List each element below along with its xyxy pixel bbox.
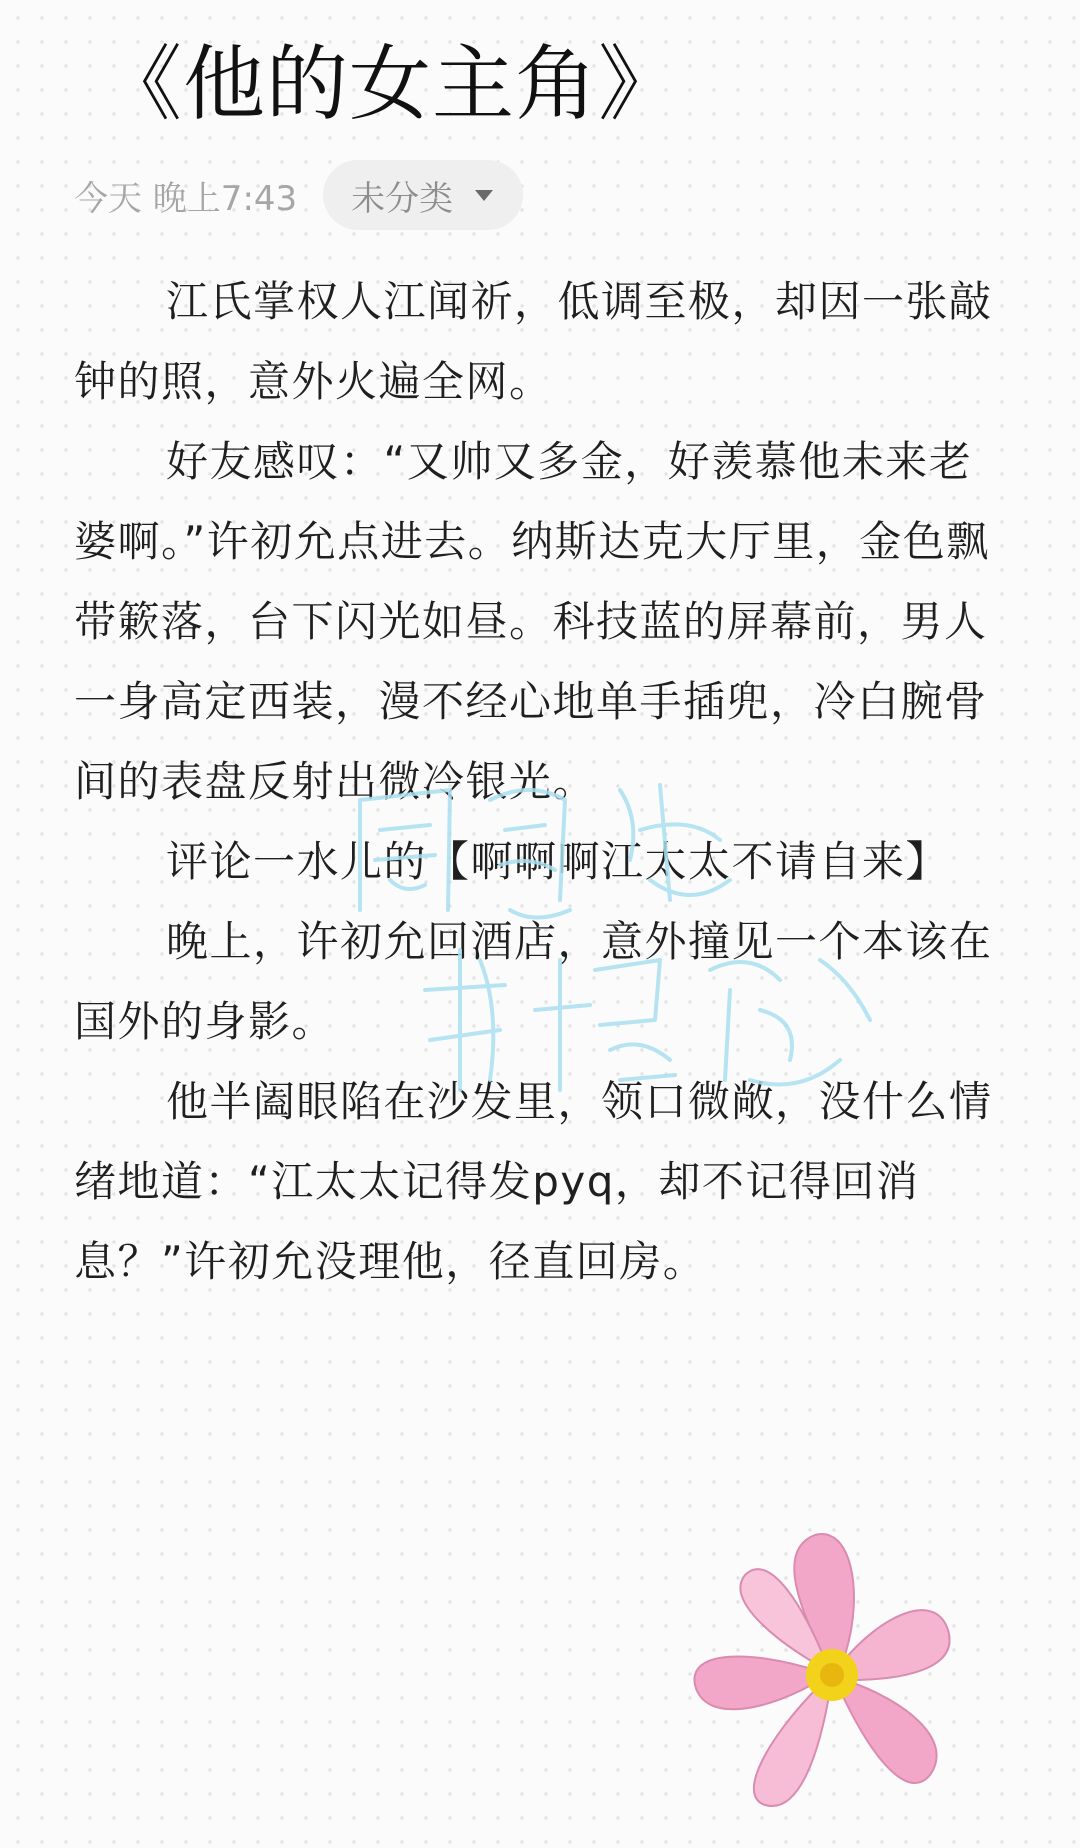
chevron-down-icon [475, 190, 493, 201]
paragraph: 好友感叹：“又帅又多金，好羡慕他未来老婆啊。”许初允点进去。纳斯达克大厅里，金色飘带簌落，台下闪光如昼。科技蓝的屏幕前，男人一身高定西装，漫不经心地单手插兜，冷白腕骨间的表盘反射出微冷银光。 [74, 437, 990, 806]
paragraph: 评论一水儿的【啊啊啊江太太不请自来】 [166, 837, 950, 886]
category-dropdown[interactable] [323, 160, 523, 230]
paragraph: 晚上，许初允回酒店，意外撞见一个本该在国外的身影。 [74, 917, 993, 1046]
flower-illustration [680, 1520, 980, 1830]
paragraph: 他半阖眼陷在沙发里，领口微敞，没什么情绪地道：“江太太记得发pyq，却不记得回消息？”许初允没理他，径直回房。 [74, 1077, 993, 1286]
note-date: 今天 晚上7:43 [74, 178, 298, 219]
handwritten-watermark-icon [330, 760, 910, 1120]
note-meta [74, 160, 523, 230]
paragraph: 江氏掌权人江闻祈，低调至极，却因一张敲钟的照，意外火遍全网。 [74, 277, 993, 406]
note-title[interactable]: 《他的女主角》 [100, 37, 682, 132]
category-label: 未分类 [351, 178, 454, 219]
